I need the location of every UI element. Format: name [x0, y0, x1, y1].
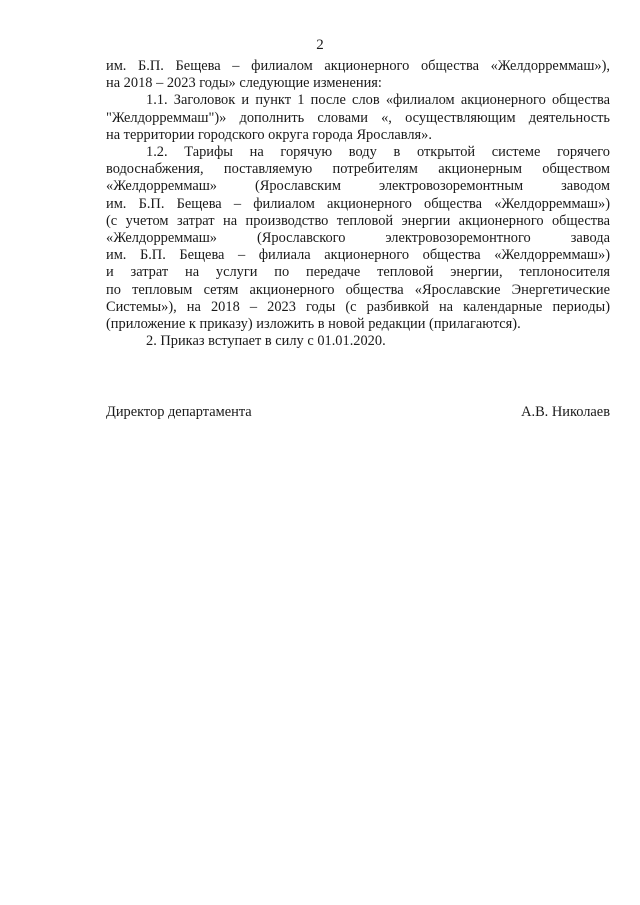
text-line: "Желдорреммаш")» дополнить словами «, осуществляющим деятельность [106, 109, 610, 126]
text-line: (с учетом затрат на производство тепловой энергии акционерного общества [106, 212, 610, 229]
text-line: (приложение к приказу) изложить в новой редакции (прилагаются). [106, 316, 521, 333]
item-1-2-paragraph [106, 144, 610, 333]
text-line: им. Б.П. Бещева – филиалом акционерного общества «Желдорреммаш») [106, 195, 610, 212]
text-line: 2. Приказ вступает в силу с 01.01.2020. [146, 333, 386, 350]
signatory-name: А.В. Николаев [521, 404, 610, 420]
document-body [106, 58, 610, 350]
text-line: водоснабжения, поставляемую потребителям акционерным обществом [106, 161, 610, 178]
text-line: 1.2. Тарифы на горячую воду в открытой системе горячего [146, 144, 610, 161]
text-line: им. Б.П. Бещева – филиалом акционерного общества «Желдорреммаш»), [106, 58, 610, 74]
text-line: «Желдорреммаш» (Ярославского электровозоремонтного завода [106, 230, 610, 247]
text-line: на 2018 – 2023 годы» следующие изменения: [106, 75, 382, 92]
item-2-paragraph [106, 333, 610, 350]
text-line: им. Б.П. Бещева – филиала акционерного общества «Желдорреммаш») [106, 247, 610, 264]
text-line: на территории городского округа города Ярославля». [106, 126, 432, 143]
text-line: Системы»), на 2018 – 2023 годы (с разбивкой на календарные периоды) [106, 298, 610, 315]
text-line: 1.1. Заголовок и пункт 1 после слов «филиалом акционерного общества [146, 92, 610, 109]
text-line: «Желдорреммаш» (Ярославским электровозоремонтным заводом [106, 178, 610, 195]
signature-block [106, 404, 610, 421]
page-number: 2 [316, 37, 324, 53]
intro-paragraph [106, 58, 610, 92]
text-line: по тепловым сетям акционерного общества «Ярославские Энергетические [106, 281, 610, 298]
signatory-position: Директор департамента [106, 404, 252, 420]
item-1-1-paragraph [106, 92, 610, 144]
text-line: и затрат на услуги по передаче тепловой энергии, теплоносителя [106, 264, 610, 281]
